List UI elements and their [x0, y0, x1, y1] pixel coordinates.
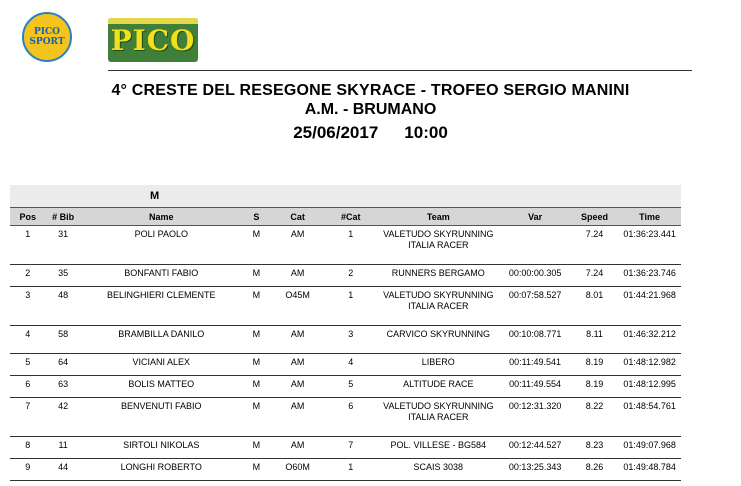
- cell-time: 01:49:48.784: [618, 459, 681, 481]
- cell-cat: AM: [271, 398, 324, 437]
- column-headers: [10, 208, 681, 226]
- cell-ncat: 1: [324, 287, 377, 326]
- cell-name: BELINGHIERI CLEMENTE: [81, 287, 242, 326]
- race-date: 25/06/2017: [293, 123, 379, 142]
- col-cat: Cat: [271, 208, 324, 226]
- cell-bib: 64: [45, 354, 80, 376]
- cell-cat: AM: [271, 354, 324, 376]
- cell-team: VALETUDO SKYRUNNING ITALIA RACER: [377, 226, 499, 265]
- cell-sex: M: [242, 265, 271, 287]
- table-row: [10, 287, 681, 326]
- cell-bib: 31: [45, 226, 80, 265]
- cell-var: [499, 226, 570, 265]
- cell-sex: M: [242, 376, 271, 398]
- cell-bib: 48: [45, 287, 80, 326]
- cell-bib: 35: [45, 265, 80, 287]
- cell-speed: 8.19: [571, 376, 618, 398]
- cell-speed: 7.24: [571, 226, 618, 265]
- pico-sport-logo-line1: PICO: [34, 27, 60, 37]
- col-sex: S: [242, 208, 271, 226]
- col-bib: # Bib: [45, 208, 80, 226]
- col-time: Time: [618, 208, 681, 226]
- col-team: Team: [377, 208, 499, 226]
- cell-cat: O45M: [271, 287, 324, 326]
- pico-sport-logo: [22, 12, 72, 62]
- results-table: [10, 185, 681, 481]
- col-name: Name: [81, 208, 242, 226]
- cell-cat: O60M: [271, 459, 324, 481]
- cell-ncat: 3: [324, 326, 377, 354]
- cell-pos: 2: [10, 265, 45, 287]
- cell-pos: 3: [10, 287, 45, 326]
- cell-team: SCAIS 3038: [377, 459, 499, 481]
- cell-time: 01:44:21.968: [618, 287, 681, 326]
- category-label: M: [10, 185, 681, 208]
- cell-var: 00:10:08.771: [499, 326, 570, 354]
- race-datetime: [0, 123, 741, 143]
- cell-team: VALETUDO SKYRUNNING ITALIA RACER: [377, 398, 499, 437]
- cell-speed: 7.24: [571, 265, 618, 287]
- cell-cat: AM: [271, 326, 324, 354]
- table-row: [10, 459, 681, 481]
- cell-var: 00:11:49.541: [499, 354, 570, 376]
- cell-name: BOLIS MATTEO: [81, 376, 242, 398]
- cell-time: 01:48:12.982: [618, 354, 681, 376]
- cell-cat: AM: [271, 226, 324, 265]
- cell-time: 01:36:23.746: [618, 265, 681, 287]
- cell-cat: AM: [271, 437, 324, 459]
- table-row: [10, 376, 681, 398]
- cell-ncat: 1: [324, 226, 377, 265]
- pico-logo: [108, 18, 198, 62]
- cell-var: 00:00:00.305: [499, 265, 570, 287]
- cell-speed: 8.26: [571, 459, 618, 481]
- cell-cat: AM: [271, 265, 324, 287]
- col-var: Var: [499, 208, 570, 226]
- category-row: [10, 185, 681, 208]
- table-row: [10, 226, 681, 265]
- cell-time: 01:48:54.761: [618, 398, 681, 437]
- cell-bib: 44: [45, 459, 80, 481]
- cell-name: BONFANTI FABIO: [81, 265, 242, 287]
- cell-pos: 7: [10, 398, 45, 437]
- table-row: [10, 326, 681, 354]
- cell-var: 00:11:49.554: [499, 376, 570, 398]
- race-location: A.M. - BRUMANO: [304, 101, 437, 118]
- pico-logo-text: PICO: [110, 23, 196, 57]
- cell-team: ALTITUDE RACE: [377, 376, 499, 398]
- cell-ncat: 2: [324, 265, 377, 287]
- cell-team: CARVICO SKYRUNNING: [377, 326, 499, 354]
- table-row: [10, 354, 681, 376]
- cell-speed: 8.11: [571, 326, 618, 354]
- cell-team: VALETUDO SKYRUNNING ITALIA RACER: [377, 287, 499, 326]
- cell-bib: 11: [45, 437, 80, 459]
- cell-sex: M: [242, 226, 271, 265]
- cell-bib: 58: [45, 326, 80, 354]
- cell-time: 01:49:07.968: [618, 437, 681, 459]
- cell-time: 01:48:12.995: [618, 376, 681, 398]
- cell-pos: 9: [10, 459, 45, 481]
- cell-sex: M: [242, 398, 271, 437]
- cell-team: RUNNERS BERGAMO: [377, 265, 499, 287]
- cell-speed: 8.19: [571, 354, 618, 376]
- cell-name: BRAMBILLA DANILO: [81, 326, 242, 354]
- cell-name: VICIANI ALEX: [81, 354, 242, 376]
- cell-team: LIBERO: [377, 354, 499, 376]
- cell-ncat: 6: [324, 398, 377, 437]
- col-pos: Pos: [10, 208, 45, 226]
- cell-team: POL. VILLESE - BG584: [377, 437, 499, 459]
- cell-ncat: 5: [324, 376, 377, 398]
- col-ncat: #Cat: [324, 208, 377, 226]
- cell-var: 00:12:44.527: [499, 437, 570, 459]
- cell-speed: 8.22: [571, 398, 618, 437]
- cell-name: LONGHI ROBERTO: [81, 459, 242, 481]
- cell-var: 00:07:58.527: [499, 287, 570, 326]
- cell-speed: 8.01: [571, 287, 618, 326]
- cell-time: 01:36:23.441: [618, 226, 681, 265]
- pico-sport-logo-line2: SPORT: [29, 37, 65, 47]
- cell-pos: 6: [10, 376, 45, 398]
- cell-bib: 63: [45, 376, 80, 398]
- cell-name: POLI PAOLO: [81, 226, 242, 265]
- col-speed: Speed: [571, 208, 618, 226]
- cell-pos: 1: [10, 226, 45, 265]
- cell-name: BENVENUTI FABIO: [81, 398, 242, 437]
- cell-sex: M: [242, 287, 271, 326]
- cell-ncat: 4: [324, 354, 377, 376]
- cell-name: SIRTOLI NIKOLAS: [81, 437, 242, 459]
- table-row: [10, 398, 681, 437]
- cell-speed: 8.23: [571, 437, 618, 459]
- cell-ncat: 1: [324, 459, 377, 481]
- table-row: [10, 265, 681, 287]
- cell-pos: 8: [10, 437, 45, 459]
- cell-var: 00:13:25.343: [499, 459, 570, 481]
- cell-cat: AM: [271, 376, 324, 398]
- race-title: 4° CRESTE DEL RESEGONE SKYRACE - TROFEO SERGIO MANINI: [111, 82, 630, 99]
- header-divider: [108, 70, 692, 71]
- cell-sex: M: [242, 459, 271, 481]
- cell-time: 01:46:32.212: [618, 326, 681, 354]
- cell-sex: M: [242, 354, 271, 376]
- cell-pos: 4: [10, 326, 45, 354]
- cell-bib: 42: [45, 398, 80, 437]
- cell-ncat: 7: [324, 437, 377, 459]
- race-time: 10:00: [404, 123, 448, 142]
- table-row: [10, 437, 681, 459]
- cell-pos: 5: [10, 354, 45, 376]
- cell-sex: M: [242, 326, 271, 354]
- cell-var: 00:12:31.320: [499, 398, 570, 437]
- cell-sex: M: [242, 437, 271, 459]
- pico-logo-stripe: [108, 18, 198, 24]
